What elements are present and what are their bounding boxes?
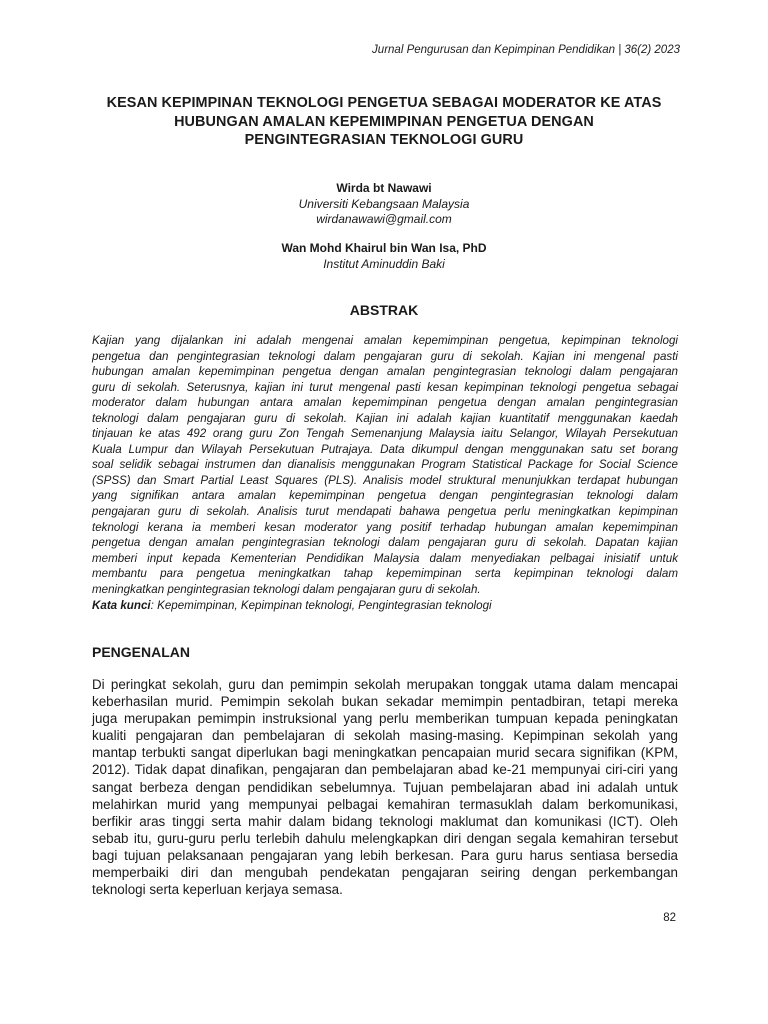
section-heading: PENGENALAN [92,644,191,660]
section-body [92,676,678,898]
body-line: juga merupakan pemimpin instruksional yang perlu memberikan tumpuan kepada peningkatan [92,711,678,727]
author-block [0,181,768,228]
body-line: kualiti pengajaran dan pembelajaran di sekolah masing-masing. Kepimpinan sekolah yang [92,728,678,744]
keywords-text: : Kepemimpinan, Kepimpinan teknologi, Pengintegrasian teknologi [150,599,492,612]
body-line: melahirkan murid yang mempunyai pelbagai kemahiran termasuklah dalam berkomunikasi, [92,796,678,812]
keywords-label: Kata kunci [92,599,151,612]
abstract-line: soal selidik sebagai instrumen dan dianalisis menggunakan Program Statistical Package for Social Science [92,458,678,472]
author-affiliation: Institut Aminuddin Baki [323,256,445,271]
author-affiliation: Universiti Kebangsaan Malaysia [298,196,470,211]
abstract-line: yang signifikan antara amalan kepemimpinan pengetua dengan pengintegrasian teknologi dalam [92,489,678,503]
abstract-heading: ABSTRAK [349,302,419,318]
body-line: sangat berbeza dengan pendidikan sebelumnya. Tujuan pembelajaran abad ini adalah untuk [92,779,678,795]
page-number: 82 [663,912,676,924]
abstract-line: membantu para pengetua meningkatkan tahap kepemimpinan serta kepimpinan teknologi dalam [92,567,678,581]
author-name: Wan Mohd Khairul bin Wan Isa, PhD [281,241,487,255]
abstract-line: pengajaran guru di sekolah. Analisis turut mendapati bahawa pengetua perlu meningkatkan kepimpinan [92,505,678,519]
title-line: PENGINTEGRASIAN TEKNOLOGI GURU [244,132,524,148]
running-header: Jurnal Pengurusan dan Kepimpinan Pendidikan | 36(2) 2023 [372,44,680,56]
abstract-line: pengetua dengan amalan pengintegrasian teknologi dalam pengajaran guru di sekolah. Dapatan kajian [92,536,678,550]
abstract-body [92,333,678,597]
abstract-line: memberi input kepada Kementerian Pendidikan Malaysia dalam menyediakan pelbagai inisiatif untuk [92,551,678,565]
body-line: sebab itu, guru-guru perlu terlebih dahulu melengkapkan diri dengan segala kemahiran tersebut [92,830,678,846]
abstract-line: tinjauan ke atas 492 orang guru Zon Tengah Semenanjung Malaysia iaitu Selangor, Wilayah Persekutuan [92,427,678,441]
abstract-line: pengetua dan pengintegrasian teknologi dalam pengajaran guru di sekolah. Kajian ini mengenal pasti [92,349,678,363]
title-line: KESAN KEPIMPINAN TEKNOLOGI PENGETUA SEBAGAI MODERATOR KE ATAS [106,95,662,111]
body-line: keberhasilan murid. Pemimpin sekolah bukan sekadar memimpin pentadbiran, tetapi mereka [92,694,678,710]
abstract-line: teknologi dalam pengajaran guru di sekolah. Kajian ini adalah kajian kuantitatif menggunakan kaedah [92,411,678,425]
author-block [0,241,768,272]
paper-title [70,94,698,150]
body-line: mantap terbukti sangat diperlukan bagi meningkatkan pencapaian murid secara signifikan (KPM, [92,745,678,761]
body-line: 2012). Tidak dapat dinafikan, pengajaran dan pembelajaran abad ke-21 mempunyai ciri-ciri yang [92,762,678,778]
body-line: bagi tujuan pelaksanaan pengajaran yang lebih berkesan. Para guru harus sentiasa bersedia [92,847,678,863]
abstract-line: Kajian yang dijalankan ini adalah mengenai amalan kepemimpinan pengetua, kepimpinan teknologi [92,334,678,347]
body-line: Di peringkat sekolah, guru dan pemimpin sekolah merupakan tonggak utama dalam mencapai [92,677,678,692]
keywords [92,599,492,612]
body-line: memperbaiki diri dan mengubah pendekatan pengajaran seiring dengan perkembangan [92,865,678,881]
abstract-line: (SPSS) dan Smart Partial Least Squares (PLS). Analisis model struktural menunjukkan terdapat hubungan [92,473,678,487]
abstract-line: guru di sekolah. Seterusnya, kajian ini turut mengenal pasti kesan kepimpinan teknologi pengetua sebagai [92,380,678,394]
author-email: wirdanawawi@gmail.com [316,212,452,226]
author-name: Wirda bt Nawawi [336,181,432,195]
body-line: berfikir aras tinggi serta mahir dalam bidang teknologi maklumat dan komunikasi (ICT). Oleh [92,813,678,829]
title-line: HUBUNGAN AMALAN KEPEMIMPINAN PENGETUA DENGAN [174,113,594,130]
abstract-line: Kuala Lumpur dan Wilayah Persekutuan Putrajaya. Data dikumpul dengan menggunakan satu set borang [92,442,678,456]
abstract-line: teknologi kerana ia memberi kesan moderator yang positif terhadap hubungan amalan kepemimpinan [92,520,678,534]
abstract-line: meningkatkan pengintegrasian teknologi dalam pengajaran guru di sekolah. [92,582,481,596]
abstract-line: moderator dalam hubungan antara amalan kepemimpinan pengetua dengan amalan pengintegrasian [92,396,678,410]
body-line: teknologi serta keperluan kerjaya semasa. [92,882,343,898]
abstract-line: hubungan amalan kepemimpinan pengetua dengan amalan pengintegrasian teknologi dalam pengajaran [92,365,678,379]
